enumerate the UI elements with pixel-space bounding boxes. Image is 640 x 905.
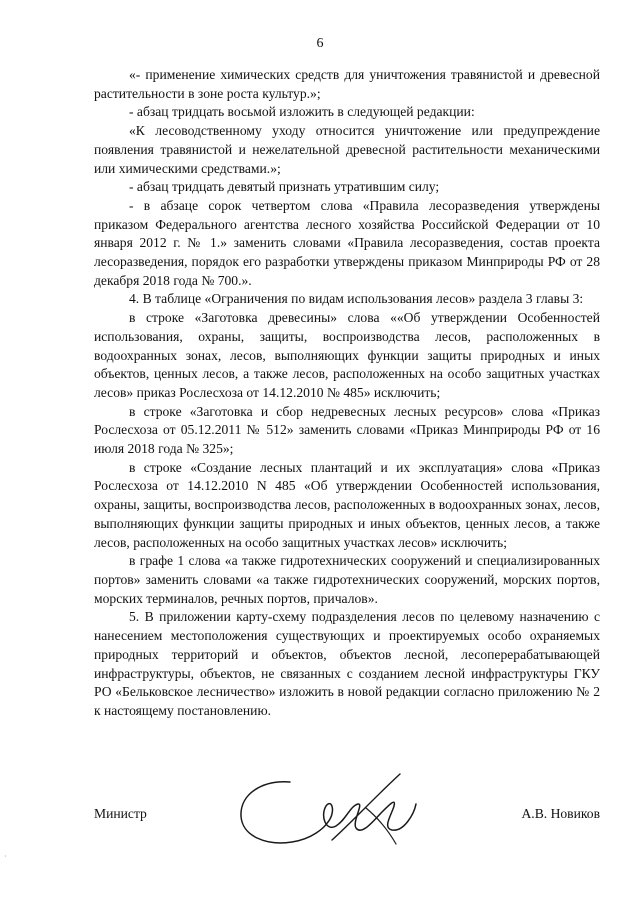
handwritten-signature [232, 770, 422, 856]
signature-position-title: Министр [94, 806, 147, 821]
paragraph-row-non-timber: в строке «Заготовка и сбор недревесных лесных ресурсов» слова «Приказ Рослесхоза от 05.12.2011 № 512» заменить словами «Приказ Минприроды РФ от 16 июля 2018 года № 325»; [94, 403, 600, 457]
paragraph-column-1: в графе 1 слова «а также гидротехнических сооружений и специализированных портов» заменить словами «а также гидротехнических сооружений, морских портов, морских терминалов, речных портов, причалов». [94, 553, 600, 606]
paragraph-row-timber: в строке «Заготовка древесины» слова ««Об утверждении Особенностей использования, охраны, защиты, воспроизводства лесов, расположенных в водоохранных зонах, лесов, выполняющих функции защиты природных и иных объектов, ценных лесов, а также лесов, расположенных на особо защитных участках лесов» приказ Рослесхоза от 14.12.2010 № 485» исключить; [94, 310, 600, 400]
page-number: 6 [316, 36, 324, 51]
paragraph-item-39: - абзац тридцать девятый признать утратившим силу; [129, 179, 440, 195]
paragraph-quote-chemical: «- применение химических средств для уничтожения травянистой и древесной растительности в зоне роста культур.»; [94, 67, 600, 101]
signer-name: А.В. Новиков [521, 806, 600, 821]
scan-edge-mark: · [4, 852, 7, 861]
document-body [94, 66, 600, 721]
paragraph-item-38: - абзац тридцать восьмой изложить в следующей редакции: [129, 104, 475, 120]
paragraph-point-5: 5. В приложении карту-схему подразделения лесов по целевому назначению с нанесением местоположения существующих и проектируемых особо охраняемых природных территорий и объектов, объектов лесной, лесоперерабатывающей инфраструктуры, объектов, не связанных с созданием лесной инфраструктуры ГКУ РО «Бельковское лесничество» изложить в новой редакции согласно приложению № 2 к настоящему постановлению. [94, 609, 600, 718]
paragraph-row-plantations: в строке «Создание лесных плантаций и их эксплуатация» слова «Приказ Рослесхоза от 14.12.2010 N 485 «Об утверждении Особенностей использования, охраны, защиты, воспроизводства лесов, расположенных в водоохранных зонах, лесов, выполняющих функции защиты природных и иных объектов, ценных лесов, а также лесов, расположенных на особо защитных участках лесов» исключить; [94, 459, 600, 550]
paragraph-quote-silviculture: «К лесоводственному уходу относится уничтожение или предупреждение появления травянистой и нежелательной древесной растительности механическими или химическими средствами.»; [94, 123, 600, 176]
paragraph-item-44: - в абзаце сорок четвертом слова «Правила лесоразведения утверждены приказом Федерального агентства лесного хозяйства Российской Федерации от 10 января 2012 г. № 1.» заменить словами «Правила лесоразведения, состав проекта лесоразведения, порядок его разработки утверждены приказом Минприроды РФ от 28 декабря 2018 года № 700.». [94, 197, 600, 288]
paragraph-point-4: 4. В таблице «Ограничения по видам использования лесов» раздела 3 главы 3: [129, 291, 584, 307]
